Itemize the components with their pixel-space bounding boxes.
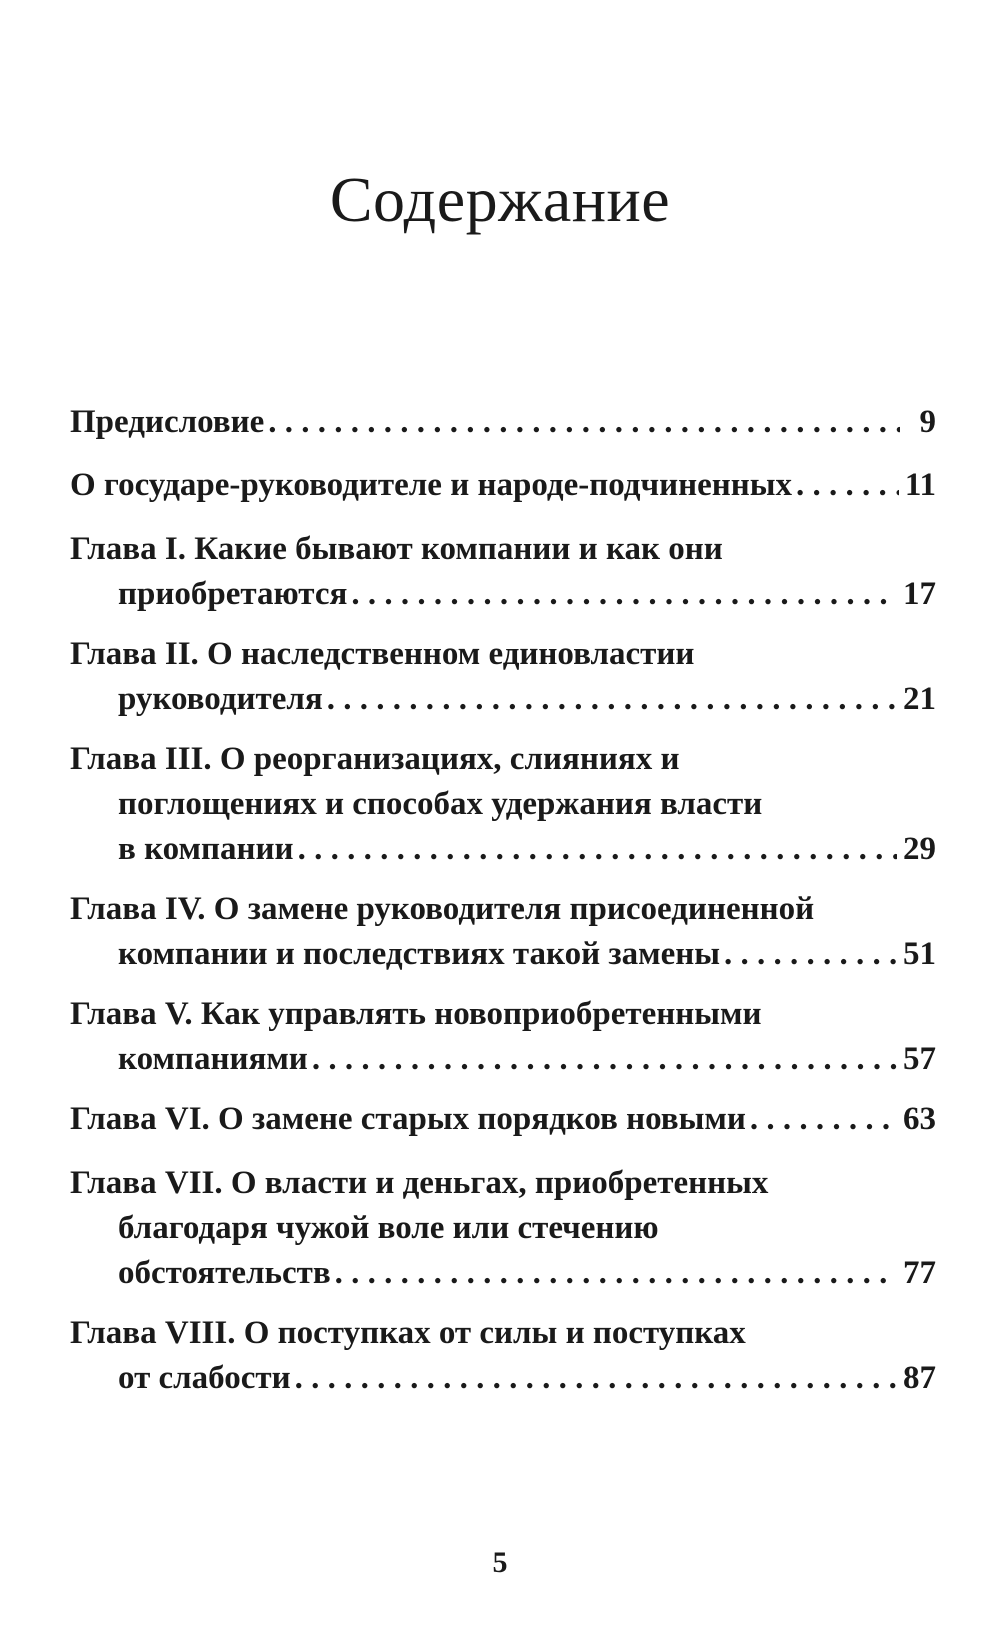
toc-leader-dots [298, 827, 897, 872]
toc-entry-last-line [70, 677, 936, 722]
toc-entry [70, 1161, 936, 1296]
toc-page-number: 21 [903, 681, 936, 717]
toc-entry [70, 887, 936, 977]
toc-entry-title: Глава I. Какие бывают компании и как они [70, 531, 723, 567]
toc-page-number: 77 [903, 1255, 936, 1291]
toc-entry-title-continued: компаниями [118, 1041, 308, 1077]
toc-leader-dots [351, 572, 897, 617]
toc-entry [70, 992, 936, 1082]
toc-entry [70, 400, 936, 445]
toc-entry-title: Глава II. О наследственном единовластии [70, 636, 695, 672]
toc-entry-title-continued: благодаря чужой воле или стечению [118, 1210, 659, 1246]
toc-entry [70, 527, 936, 617]
toc-leader-dots [724, 932, 897, 977]
toc-entry [70, 463, 936, 508]
toc-leader-dots [295, 1356, 897, 1401]
toc-leader-dots [268, 400, 900, 445]
toc-entry-title: Предисловие [70, 404, 265, 440]
toc-leader-dots [312, 1037, 897, 1082]
toc-entry-title: Глава VII. О власти и деньгах, приобретенных [70, 1165, 769, 1201]
toc-entry-title: Глава III. О реорганизациях, слияниях и [70, 741, 680, 777]
toc-entry [70, 1097, 936, 1142]
toc-entry [70, 737, 936, 872]
toc-leader-dots [335, 1251, 897, 1296]
toc-entry-title: О государе-руководителе и народе-подчиненных [70, 467, 793, 503]
toc-entry-last-line [70, 932, 936, 977]
toc-page-number: 57 [903, 1041, 936, 1077]
toc-entry-title: Глава VI. О замене старых порядков новыми [70, 1101, 746, 1137]
toc-entry-title-continued: компании и последствиях такой замены [118, 936, 720, 972]
toc-page-number: 63 [903, 1101, 936, 1137]
toc-entry-last-line [70, 1251, 936, 1296]
toc-page-number: 87 [903, 1360, 936, 1396]
toc-entry-last-line [70, 1356, 936, 1401]
toc-page-number: 51 [903, 936, 936, 972]
toc-entry-title-continued: в компании [118, 831, 294, 867]
toc-entry-title: Глава V. Как управлять новоприобретенными [70, 996, 762, 1032]
page-number: 5 [492, 1546, 508, 1579]
toc-entry-title: Глава IV. О замене руководителя присоединенной [70, 891, 815, 927]
toc-entry-last-line [70, 1037, 936, 1082]
toc-entry-title: Глава VIII. О поступках от силы и поступках [70, 1315, 746, 1351]
toc-entry-last-line [70, 572, 936, 617]
toc-entry-title-continued: от слабости [118, 1360, 291, 1396]
toc-page-number: 17 [903, 576, 936, 612]
toc-entry-title-continued: приобретаются [118, 576, 348, 612]
toc-page-number: 29 [903, 831, 936, 867]
toc-leader-dots [796, 463, 899, 508]
toc-page-number: 11 [904, 467, 936, 503]
page-title: Содержание [329, 164, 671, 235]
toc-entry-last-line [70, 463, 936, 508]
toc-page-number: 9 [919, 404, 936, 440]
toc-entry-title-continued: поглощениях и способах удержания власти [118, 786, 763, 822]
toc-entry [70, 1311, 936, 1401]
toc-leader-dots [750, 1097, 897, 1142]
toc-entry [70, 632, 936, 722]
toc-entry-last-line [70, 827, 936, 872]
toc-entry-title-continued: руководителя [118, 681, 323, 717]
toc-entry-title-continued: обстоятельств [118, 1255, 331, 1291]
toc-leader-dots [327, 677, 897, 722]
toc-entry-last-line [70, 400, 936, 445]
toc-entry-last-line [70, 1097, 936, 1142]
